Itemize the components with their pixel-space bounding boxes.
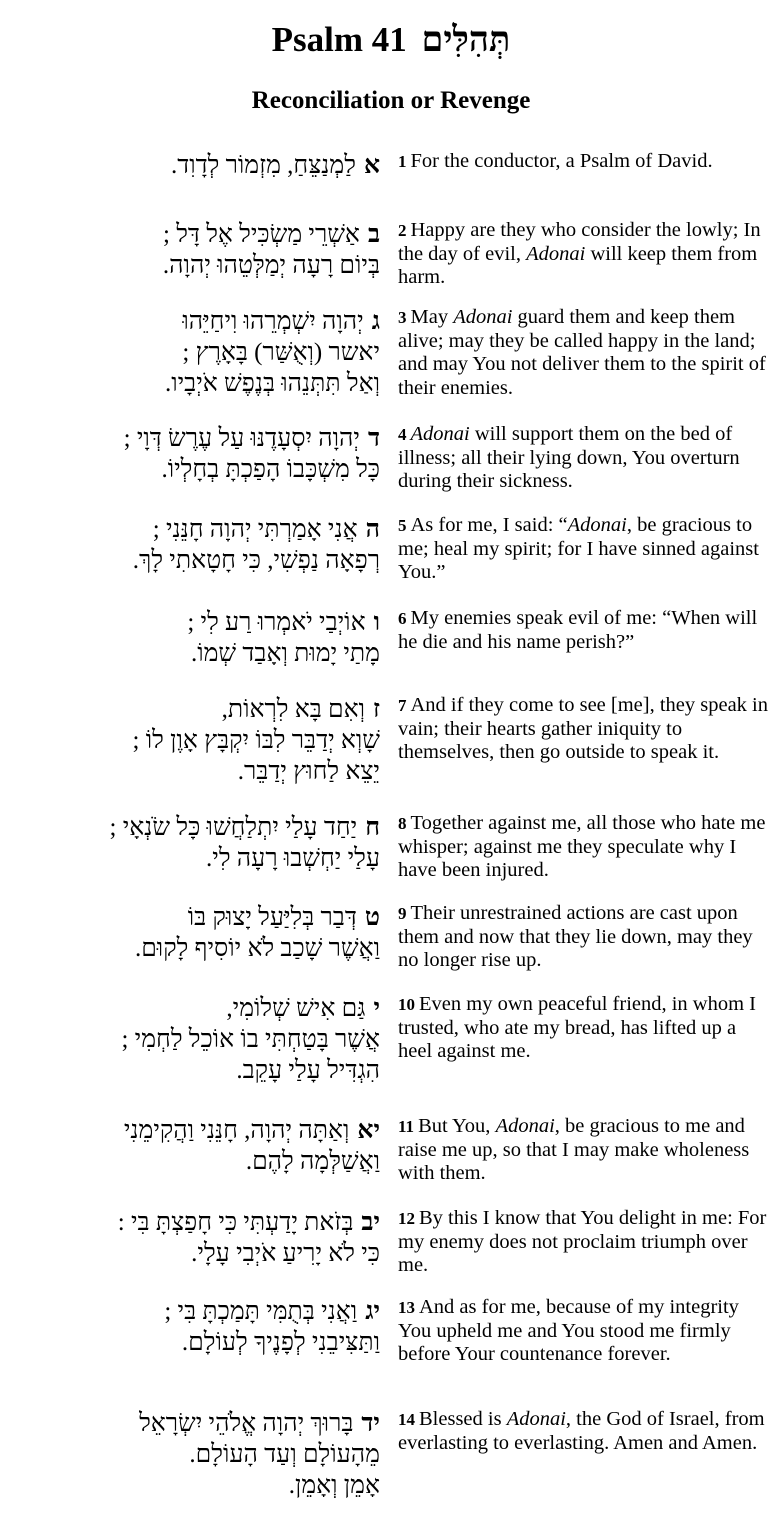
hebrew-line-text: בָּרוּךְ יְהוָה אֱלֹהֵי יִשְׂרָאֵל	[139, 1410, 354, 1437]
english-text: will support them on the bed of illness; all their lying down, You overturn during their sickness.	[398, 423, 740, 492]
hebrew-line	[50, 1470, 380, 1501]
hebrew-line	[50, 756, 380, 787]
english-translation	[398, 812, 770, 883]
verse-number: 7	[398, 696, 407, 715]
hebrew-line-text: יְהוָה יִסְעָדֶנּוּ עַל עֶרֶשׂ דְּוָי ;	[123, 425, 360, 452]
hebrew-text	[50, 219, 380, 281]
hebrew-text	[50, 1207, 380, 1269]
title-hebrew: תְּהִלִּים	[421, 20, 511, 59]
verse-number: 1	[398, 152, 407, 171]
hebrew-line	[50, 1024, 380, 1055]
hebrew-line	[50, 1055, 380, 1086]
hebrew-line	[50, 219, 380, 250]
english-translation	[398, 219, 770, 290]
hebrew-line-text: אָמֵן וְאָמֵן.	[288, 1472, 380, 1499]
english-text: Even my own peaceful friend, in whom I trusted, who ate my bread, has lifted up a heel against me.	[398, 993, 757, 1062]
hebrew-text	[50, 607, 380, 669]
hebrew-text	[50, 902, 380, 964]
hebrew-line-text: הִגְדִּיל עָלַי עָקֵב.	[236, 1057, 380, 1084]
verse-number: 10	[398, 995, 415, 1014]
verse-letter: יג	[365, 1298, 380, 1325]
english-text: For the conductor, a Psalm of David.	[410, 150, 713, 172]
verse-number: 13	[398, 1298, 415, 1317]
hebrew-line	[50, 250, 380, 281]
title-english: Psalm 41	[271, 20, 407, 59]
hebrew-line-text: יְהוָה יִשְׁמְרֵהוּ וִיחַיֵּהוּ	[182, 308, 364, 335]
verse-letter: ג	[371, 308, 380, 335]
hebrew-line-text: אֲשֶׁר בָּטַחְתִּי בוֹ אוֹכֵל לַחְמִי ;	[121, 1026, 380, 1053]
hebrew-line-text: מָתַי יָמוּת וְאָבַד שְׁמוֹ.	[190, 640, 380, 667]
hebrew-line	[50, 725, 380, 756]
hebrew-line	[50, 150, 380, 181]
english-translation	[398, 1115, 770, 1186]
hebrew-line-text: רְפָאָה נַפְשִׁי, כִּי חָטָאתִי לָךְ.	[132, 547, 380, 574]
hebrew-line-text: וַתַּצִּיבֵנִי לְפָנֶיךָ לְעוֹלָם.	[181, 1329, 380, 1356]
hebrew-line	[50, 1327, 380, 1358]
divine-name: Adonai	[567, 514, 627, 536]
hebrew-line-text: יַחַד עָלַי יִתְלַחֲשׁוּ כָּל שֹׂנְאָי ;	[109, 814, 358, 841]
verse-number: 14	[398, 1410, 415, 1429]
hebrew-line-text: בְּזֹאת יָדַעְתִּי כִּי חָפַצְתָּ בִּי :	[117, 1209, 354, 1236]
english-text: As for me, I said: “	[410, 514, 568, 536]
hebrew-line-text: כָּל מִשְׁכָּבוֹ הָפַכְתָּ בְחָלְיוֹ.	[161, 456, 380, 483]
hebrew-line-text: כִּי לֹא יָרִיעַ אֹיְבִי עָלָי.	[191, 1240, 380, 1267]
hebrew-line	[50, 1408, 380, 1439]
hebrew-line	[50, 694, 380, 725]
english-translation	[398, 993, 770, 1064]
verse-number: 2	[398, 221, 407, 240]
hebrew-line-text: מֵהָעוֹלָם וְעַד הָעוֹלָם.	[189, 1441, 380, 1468]
hebrew-text	[50, 1296, 380, 1358]
verse-number: 4	[398, 425, 407, 444]
english-text: guard them and keep them alive; may they be called happy in the land; and may You not deliver them to the spirit of their enemies.	[398, 306, 766, 399]
verse-number: 8	[398, 814, 407, 833]
hebrew-line	[50, 1439, 380, 1470]
verse-letter: יב	[361, 1209, 380, 1236]
divine-name: Adonai	[495, 1115, 555, 1137]
hebrew-text	[50, 993, 380, 1086]
hebrew-line-text: יֵצֵא לַחוּץ יְדַבֵּר.	[237, 758, 380, 785]
hebrew-text	[50, 694, 380, 787]
verse-letter: ה	[365, 516, 380, 543]
hebrew-line	[50, 514, 380, 545]
hebrew-line-text: דְּבַר בְּלִיַּעַל יָצוּק בּוֹ	[187, 904, 357, 931]
page-subtitle: Reconciliation or Revenge	[251, 87, 531, 114]
hebrew-line	[50, 843, 380, 874]
verse-letter: יד	[361, 1410, 380, 1437]
hebrew-line-text: וְאַל תִּתְּנֵהוּ בְּנֶפֶשׁ אֹיְבָיו.	[164, 370, 380, 397]
hebrew-line-text: וְאִם בָּא לִרְאוֹת,	[221, 696, 366, 723]
english-text: Blessed is	[419, 1408, 507, 1430]
hebrew-line-text: אוֹיְבַי יֹאמְרוּ רַע לִי ;	[187, 609, 366, 636]
hebrew-line	[50, 933, 380, 964]
verse-letter: ז	[373, 696, 380, 723]
hebrew-line-text: עָלַי יַחְשְׁבוּ רָעָה לִי.	[206, 845, 380, 872]
hebrew-text	[50, 1408, 380, 1501]
hebrew-line	[50, 993, 380, 1024]
hebrew-text	[50, 423, 380, 485]
divine-name: Adonai	[453, 306, 513, 328]
hebrew-text	[50, 514, 380, 576]
hebrew-line	[50, 1296, 380, 1327]
hebrew-line	[50, 454, 380, 485]
verse-letter: ח	[365, 814, 380, 841]
english-translation	[398, 423, 770, 494]
hebrew-line-text: שָׁוְא יְדַבֵּר לִבּוֹ יִקְבָּץ אָוֶן לוֹ ;	[132, 727, 380, 754]
english-text: Their unrestrained actions are cast upon them and now that they lie down, may they no longer rise up.	[398, 902, 753, 971]
hebrew-line-text: גַּם אִישׁ שְׁלוֹמִי,	[226, 995, 366, 1022]
verse-letter: ט	[364, 904, 380, 931]
verse-letter: ב	[367, 221, 380, 248]
verse-number: 9	[398, 904, 407, 923]
divine-name: Adonai	[410, 423, 470, 445]
verse-letter: ד	[367, 425, 380, 452]
english-text: May	[410, 306, 454, 328]
hebrew-line-text: בְּיוֹם רָעָה יְמַלְּטֵהוּ יְהוָה.	[162, 252, 380, 279]
english-translation	[398, 607, 770, 654]
hebrew-text	[50, 1115, 380, 1177]
english-translation	[398, 514, 770, 585]
hebrew-line-text: וְאַתָּה יְהוָה, חָנֵּנִי וַהֲקִימֵנִי	[123, 1117, 350, 1144]
english-text: And as for me, because of my integrity You upheld me and You stood me firmly before Your countenance forever.	[398, 1296, 739, 1365]
hebrew-line	[50, 1238, 380, 1269]
hebrew-line-text: לַמְנַצֵּחַ, מִזְמוֹר לְדָוִד.	[170, 152, 356, 179]
hebrew-line	[50, 607, 380, 638]
english-translation	[398, 1296, 770, 1367]
verse-number: 3	[398, 308, 407, 327]
english-text: By this I know that You delight in me: For my enemy does not proclaim triumph over me.	[398, 1207, 767, 1276]
hebrew-line-text: וַאֲשַׁלְּמָה לָהֶם.	[245, 1148, 380, 1175]
hebrew-text	[50, 150, 380, 181]
english-translation	[398, 306, 770, 400]
english-text: Together against me, all those who hate me whisper; against me they speculate why I have been injured.	[398, 812, 766, 881]
english-text: , the God of Israel, from everlasting to everlasting. Amen and Amen.	[398, 1408, 765, 1454]
english-translation	[398, 694, 770, 765]
hebrew-line	[50, 306, 380, 337]
verse-letter: א	[363, 152, 380, 179]
hebrew-line-text: אֲנִי אָמַרְתִּי יְהוָה חָנֵּנִי ;	[152, 516, 358, 543]
english-translation	[398, 1207, 770, 1278]
divine-name: Adonai	[506, 1408, 566, 1430]
hebrew-text	[50, 812, 380, 874]
verse-number: 11	[398, 1117, 415, 1136]
english-text: Happy are they who consider the lowly; In the day of evil,	[398, 219, 761, 265]
hebrew-line-text: אַשְׁרֵי מַשְׂכִּיל אֶל דָּל ;	[163, 221, 360, 248]
english-translation	[398, 150, 770, 174]
english-text: My enemies speak evil of me: “When will he die and his name perish?”	[398, 607, 758, 653]
verse-number: 5	[398, 516, 407, 535]
hebrew-line-text: וַאֲשֶׁר שָׁכַב לֹא יוֹסִיף לָקוּם.	[134, 935, 380, 962]
hebrew-line	[50, 545, 380, 576]
hebrew-line	[50, 1115, 380, 1146]
divine-name: Adonai	[526, 242, 586, 265]
english-translation	[398, 1408, 770, 1455]
verse-letter: ו	[373, 609, 380, 636]
english-text: But You,	[418, 1115, 496, 1137]
english-text: , be gracious to me and raise me up, so that I may make wholeness with them.	[398, 1115, 750, 1184]
page-title	[0, 18, 782, 62]
english-text: And if they come to see [me], they speak in vain; their hearts gather iniquity to themselves, then go outside to speak it.	[398, 694, 768, 763]
hebrew-line	[50, 812, 380, 843]
hebrew-line-text: וַאֲנִי בְּתֻמִּי תָּמַכְתָּ בִּי ;	[164, 1298, 358, 1325]
hebrew-line	[50, 423, 380, 454]
hebrew-line	[50, 1146, 380, 1177]
verse-letter: י	[373, 995, 380, 1022]
hebrew-line	[50, 368, 380, 399]
hebrew-line-text: יאשר (וְאֻשַּׁר) בָּאָרֶץ ;	[182, 339, 380, 366]
hebrew-text	[50, 306, 380, 399]
verse-number: 12	[398, 1209, 415, 1228]
hebrew-line	[50, 1207, 380, 1238]
english-translation	[398, 902, 770, 973]
hebrew-line	[50, 337, 380, 368]
verse-number: 6	[398, 609, 407, 628]
verse-letter: יא	[357, 1117, 380, 1144]
hebrew-line	[50, 902, 380, 933]
english-text: , be gracious to me; heal my spirit; for I have sinned against You.”	[398, 514, 759, 583]
hebrew-line	[50, 638, 380, 669]
english-text: will keep them from harm.	[398, 242, 758, 288]
